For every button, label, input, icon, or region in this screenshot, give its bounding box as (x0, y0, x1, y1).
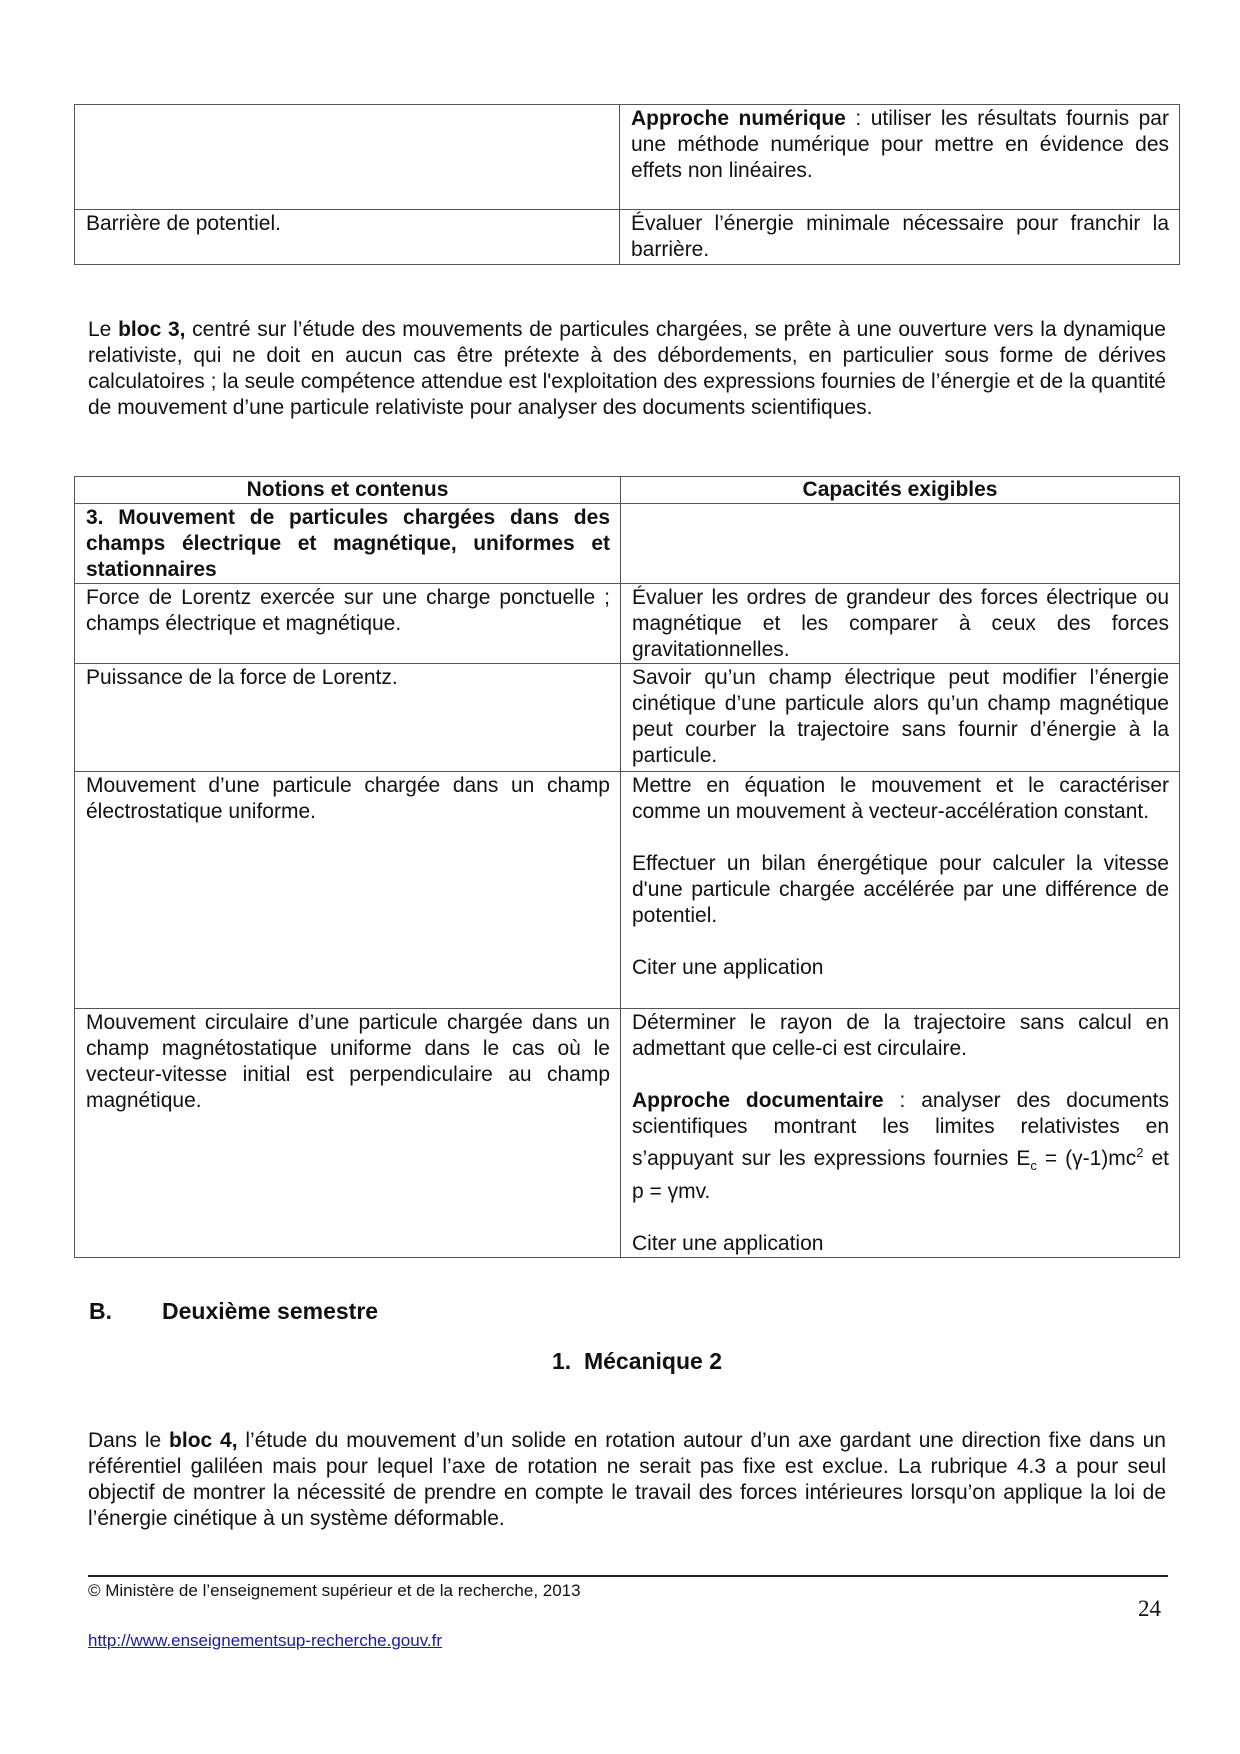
section-heading: 3. Mouvement de particules chargées dans des champs électrique et magnétique, uniformes et stationnaires (75, 504, 621, 584)
table-cell (621, 504, 1180, 584)
table-row (75, 772, 1180, 1009)
table-cell: Barrière de potentiel. (75, 210, 620, 265)
formula-part: = (γ-1)mc (1036, 1147, 1137, 1170)
table-cell: Évaluer les ordres de grandeur des forces électrique ou magnétique et les comparer à ceux des forces gravitationnelles. (621, 584, 1180, 664)
page-number: 24 (1138, 1596, 1161, 1621)
formula-part: E (1016, 1147, 1031, 1170)
table-row (75, 504, 1180, 584)
section-title: Deuxième semestre (162, 1298, 379, 1324)
bold-text: bloc 4, (169, 1429, 238, 1452)
text: : analyser des documents scientifiques montrant les limites relativistes en s’appuyant sur les expressions fournies (632, 1089, 1169, 1170)
text: Dans le (88, 1429, 170, 1452)
bold-label: Approche numérique (631, 107, 846, 130)
table-cell: Puissance de la force de Lorentz. (75, 664, 621, 772)
column-header: Notions et contenus (75, 477, 621, 504)
cell-text: Citer une application (632, 1232, 824, 1256)
text: centré sur l’étude des mouvements de particules chargées, se prête à une ouverture vers la dynamique relativiste, qui ne doit en aucun cas être prétexte à des débordements, en particulier sous forme de dérives calculatoires ; la seule compétence attendue est l'exploitation des expressions fournies de l’énergie et de la quantité de mouvement d’une particule relativiste pour analyser des documents scientifiques. (88, 318, 1166, 419)
bold-label: Approche documentaire (632, 1089, 884, 1112)
bold-text: bloc 3, (118, 318, 186, 341)
cell-text (632, 1088, 1169, 1205)
text: Le (88, 318, 119, 341)
footer-copyright: © Ministère de l’enseignement supérieur et de la recherche, 2013 (88, 1581, 581, 1600)
table-row (75, 1009, 1180, 1258)
table-row (75, 584, 1180, 664)
table-row (75, 105, 1180, 210)
table-cell (75, 105, 620, 210)
paragraph-bloc3 (88, 317, 1166, 421)
table-header-row (75, 477, 1180, 504)
footer-link[interactable]: http://www.enseignementsup-recherche.gouv.fr (88, 1631, 443, 1650)
table-cell: Force de Lorentz exercée sur une charge ponctuelle ; champs électrique et magnétique. (75, 584, 621, 664)
table-row (75, 210, 1180, 265)
table-continuation (74, 104, 1180, 265)
table-bloc3 (74, 476, 1180, 1258)
cell-text: Déterminer le rayon de la trajectoire sans calcul en admettant que celle-ci est circulaire. (632, 1011, 1169, 1060)
table-cell (620, 105, 1180, 210)
formula-part: et p = γmv. (632, 1147, 1169, 1204)
table-cell: Savoir qu’un champ électrique peut modifier l’énergie cinétique d’une particule alors qu’un champ magnétique peut courber la trajectoire sans fournir d’énergie à la particule. (621, 664, 1180, 772)
cell-text: Citer une application (632, 956, 824, 979)
table-cell: Mouvement circulaire d’une particule chargée dans un champ magnétostatique uniforme dans le cas où le vecteur-vitesse initial est perpendiculaire au champ magnétique. (75, 1009, 621, 1258)
table-cell: Mouvement d’une particule chargée dans un champ électrostatique uniforme. (75, 772, 621, 1009)
cell-text: : utiliser les résultats fournis par une méthode numérique pour mettre en évidence des effets non linéaires. (631, 107, 1169, 182)
footer-divider (88, 1575, 1168, 1577)
table-row (75, 664, 1180, 772)
section-letter: B. (89, 1298, 112, 1324)
cell-text: Effectuer un bilan énergétique pour calculer la vitesse d'une particule chargée accélérée par une différence de potentiel. (632, 852, 1169, 927)
paragraph-bloc4 (88, 1428, 1166, 1532)
table-cell (621, 1009, 1180, 1258)
formula-sub: c (1030, 1158, 1037, 1174)
column-header: Capacités exigibles (621, 477, 1180, 504)
text: l’étude du mouvement d’un solide en rotation autour d’un axe gardant une direction fixe dans un référentiel galiléen mais pour lequel l’axe de rotation ne serait pas fixe est exclue. La rubrique 4.3 a pour seul objectif de montrer la nécessité de prendre en compte le travail des forces intérieures lorsqu’on applique la loi de l’énergie cinétique à un système déformable. (88, 1429, 1166, 1530)
cell-text: Mettre en équation le mouvement et le caractériser comme un mouvement à vecteur-accélération constant. (632, 774, 1169, 823)
table-cell: Évaluer l’énergie minimale nécessaire pour franchir la barrière. (620, 210, 1180, 265)
subsection-title: 1. Mécanique 2 (552, 1348, 723, 1374)
formula-sup: 2 (1136, 1145, 1144, 1160)
table-cell (621, 772, 1180, 1009)
